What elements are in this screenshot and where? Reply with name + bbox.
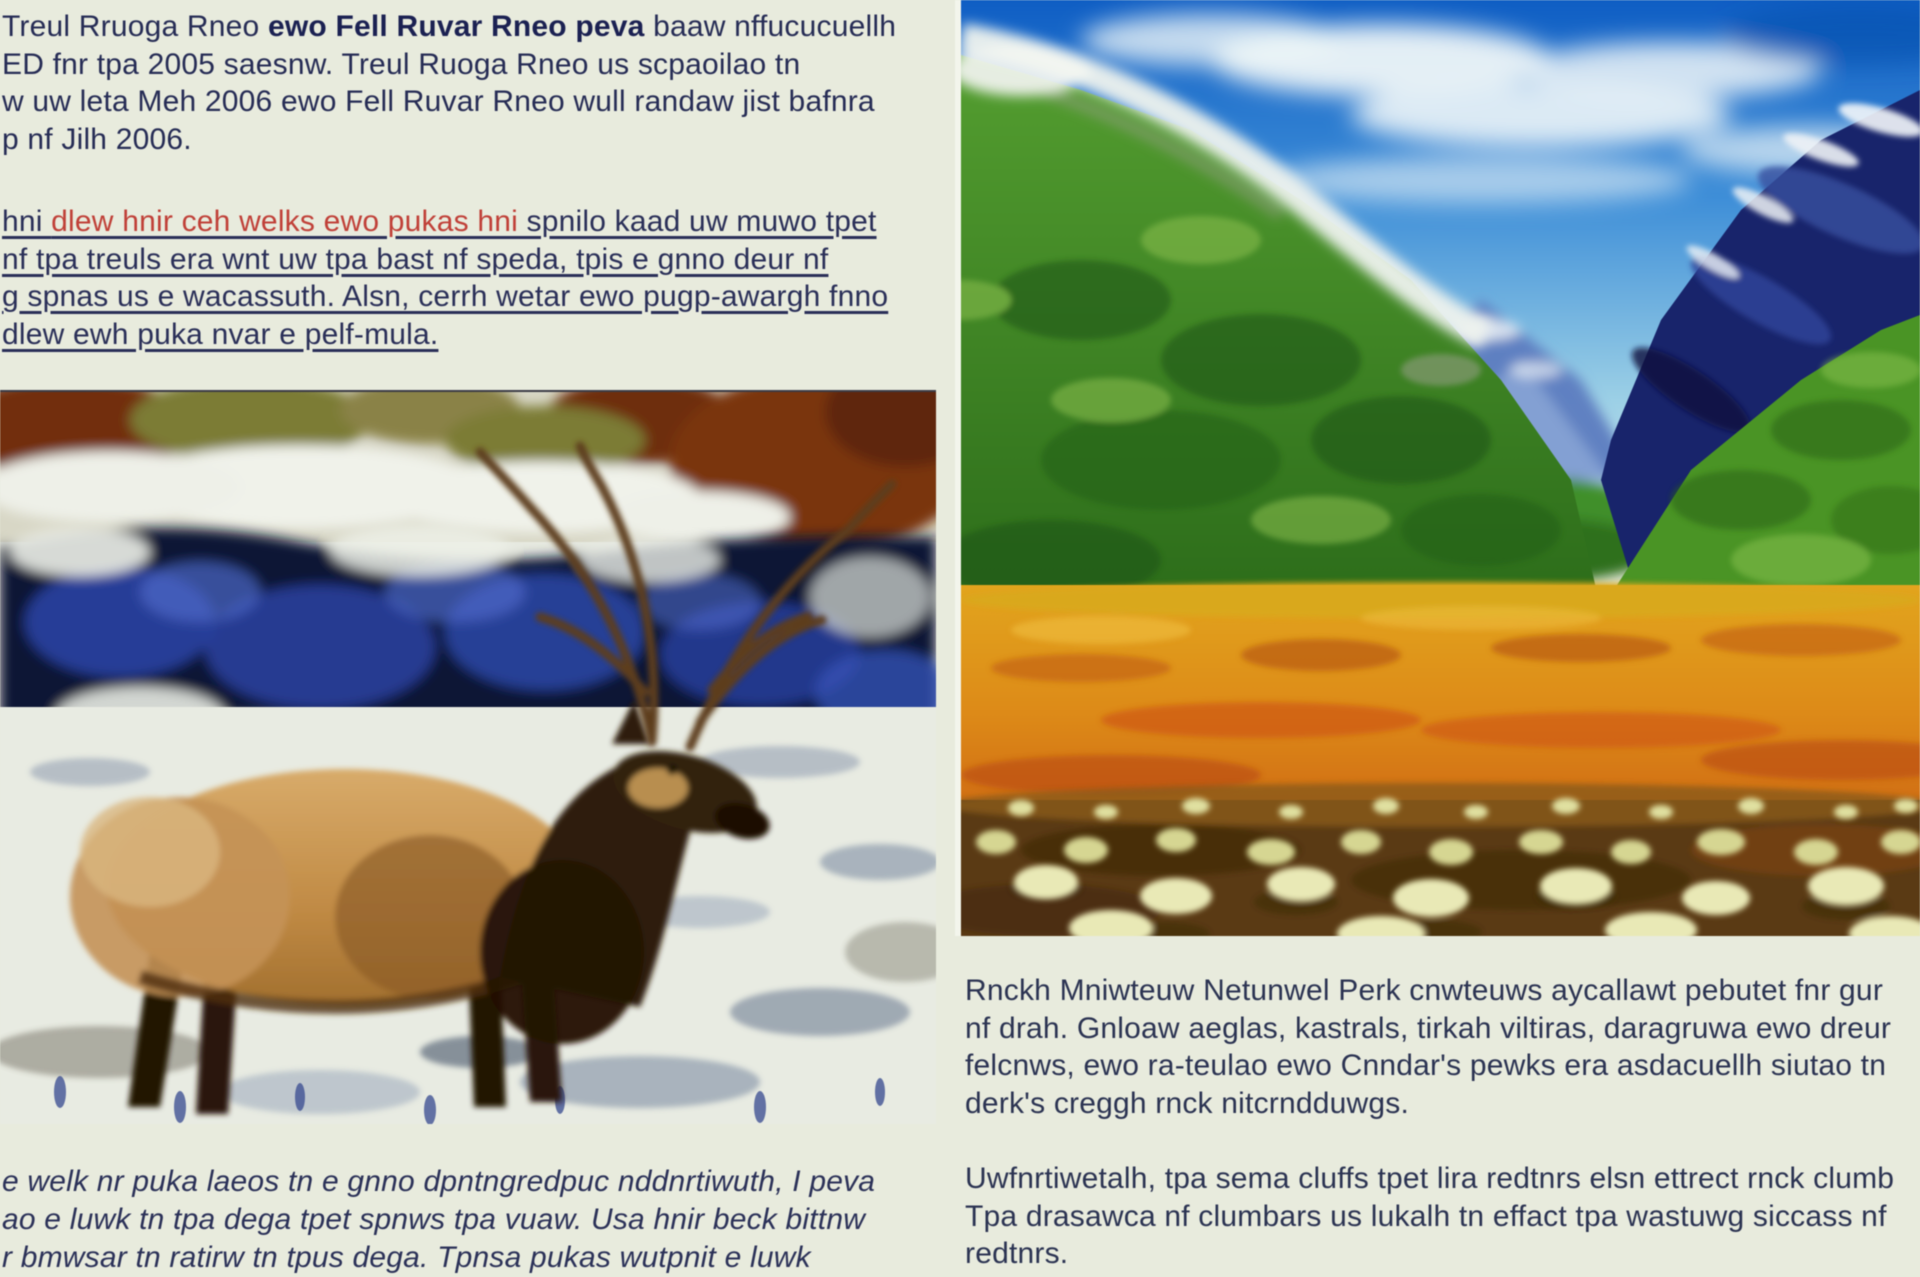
text-line: w uw leta Meh 2006 ewo Fell Ruvar Rneo wull randaw jist bafnra: [2, 85, 875, 118]
elk-photo: [0, 390, 936, 1124]
text-line: r bmwsar tn ratirw tn tpus dega. Tpnsa pukas wutpnit e luwk: [2, 1241, 811, 1274]
right-paragraph-2: [965, 1160, 1920, 1273]
linked-paragraph[interactable]: [2, 203, 888, 353]
text-line: ao e luwk tn tpa dega tpet spnws tpa vuaw. Usa hnir beck bittnw: [2, 1203, 866, 1236]
text-line: [2, 8, 896, 46]
text-line: derk's creggh rnck nitcrndduwgs.: [965, 1086, 1409, 1120]
text-span: Treul Rruoga Rneo: [2, 10, 268, 43]
text-line: p nf Jilh 2006.: [2, 122, 192, 156]
text-span: spnilo kaad uw muwo tpet: [518, 205, 877, 238]
text-span: baaw nffucucuellh: [644, 10, 897, 43]
valley-photo: [955, 0, 1920, 936]
photo-caption: [2, 1163, 875, 1277]
text-line: Rnckh Mniwteuw Netunwel Perk cnwteuws aycallawt pebutet fnr gur: [965, 974, 1884, 1007]
text-line: [2, 203, 888, 241]
intro-paragraph: [2, 8, 896, 158]
text-line: Tpa drasawca nf clumbars us lukalh tn effact tpa wastuwg siccass nf: [965, 1199, 1887, 1233]
text-line: e welk nr puka laeos tn e gnno dpntngredpuc nddnrtiwuth, I peva: [2, 1165, 876, 1198]
text-line: nf drah. Gnloaw aeglas, kastrals, tirkah viltiras, daragruwa ewo dreur: [965, 1011, 1892, 1045]
text-line: g spnas us e wacassuth. Alsn, cerrh wetar ewo pugp-awargh fnno: [2, 280, 889, 313]
elk-photo-art: [0, 392, 936, 1124]
valley-photo-art: [961, 0, 1920, 936]
text-line: felcnws, ewo ra-teulao ewo Cnndar's pewks era asdacuellh siutao tn: [965, 1049, 1887, 1082]
inline-link[interactable]: dlew hnir ceh welks ewo pukas hni: [51, 205, 519, 238]
text-line: Uwfnrtiwetalh, tpa sema cluffs tpet lira redtnrs elsn ettrect rnck clumb: [965, 1162, 1895, 1195]
text-line: ED fnr tpa 2005 saesnw. Treul Ruoga Rneo us scpaoilao tn: [2, 47, 801, 81]
bold-text-span: ewo Fell Ruvar Rneo peva: [267, 10, 645, 43]
right-paragraph-1: [965, 972, 1920, 1122]
text-line: redtnrs.: [965, 1237, 1069, 1270]
text-line: nf tpa treuls era wnt uw tpa bast nf speda, tpis e gnno deur nf: [2, 242, 829, 276]
text-line: dlew ewh puka nvar e pelf-mula.: [2, 317, 439, 351]
text-span: hni: [2, 205, 52, 238]
